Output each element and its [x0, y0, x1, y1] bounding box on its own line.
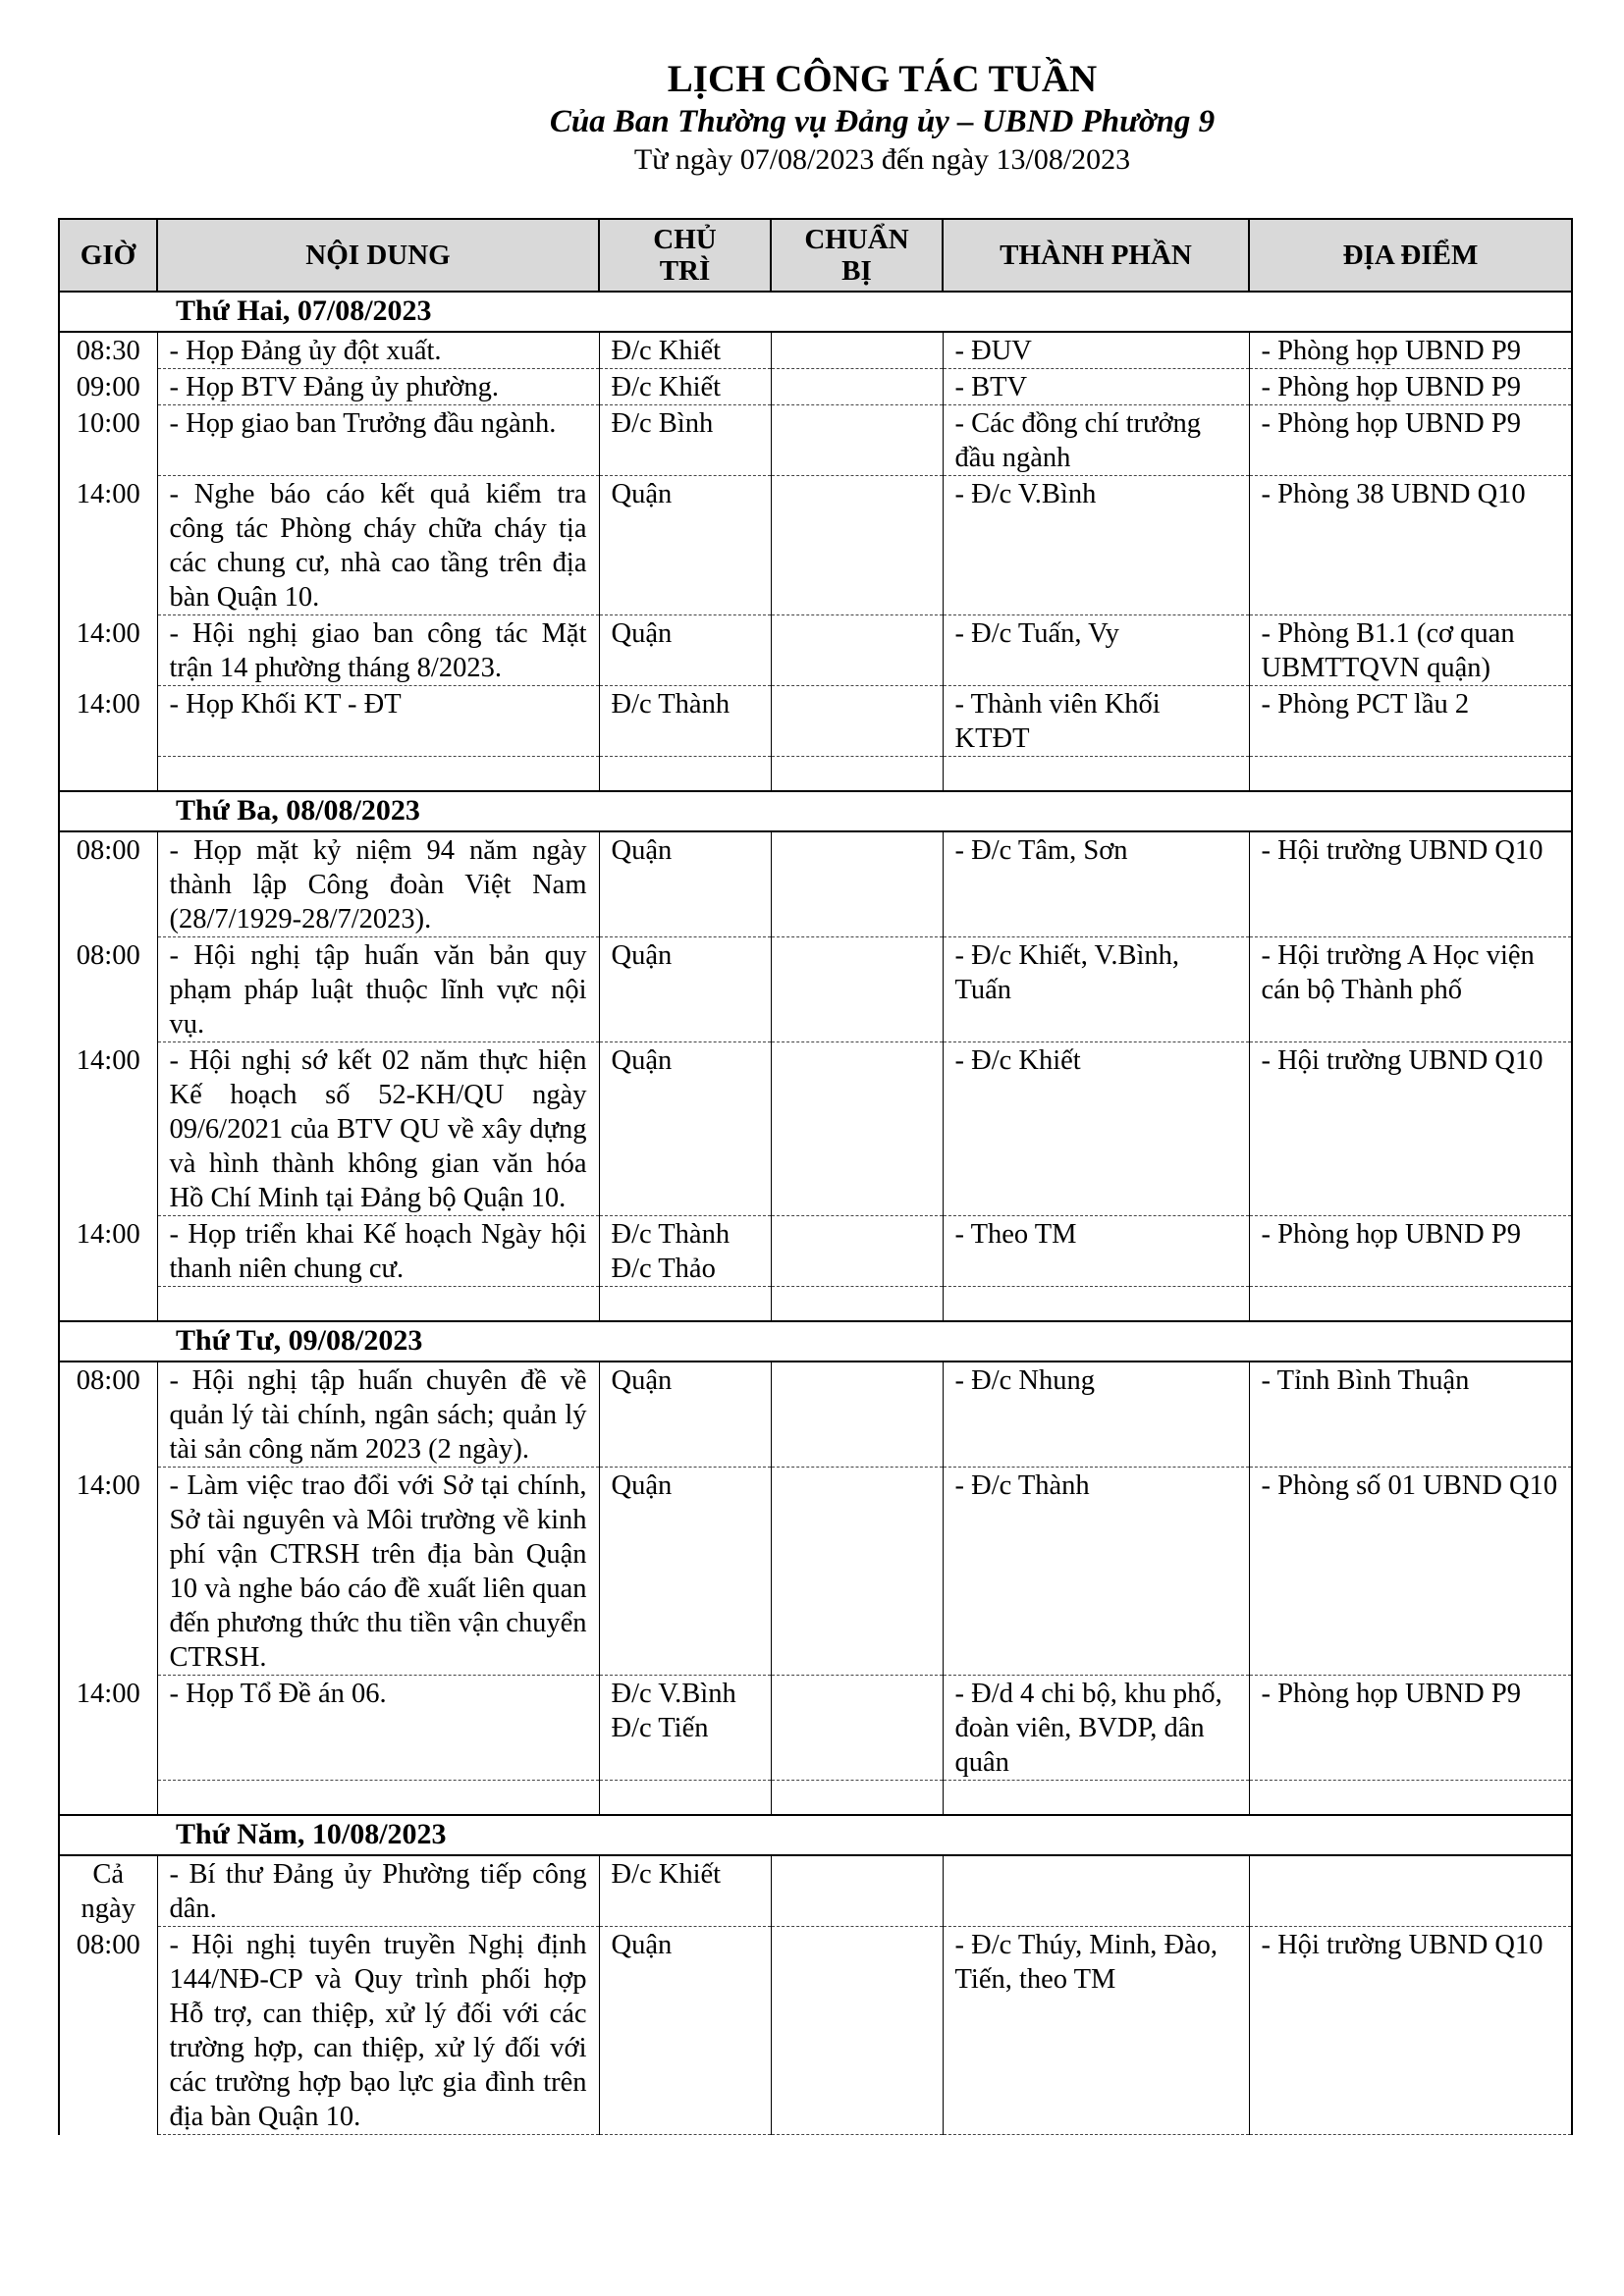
- schedule-body: [59, 292, 1572, 2135]
- chair-cell: [599, 369, 771, 405]
- location-cell: - Hội trường UBND Q10: [1249, 831, 1572, 937]
- content-cell: - Bí thư Đảng ủy Phường tiếp công dân.: [157, 1855, 599, 1927]
- time-text: Cả: [92, 1859, 125, 1890]
- attendees-cell: - Đ/c Thúy, Minh, Đào, Tiến, theo TM: [943, 1927, 1249, 2135]
- header-prep-line2: BỊ: [841, 255, 872, 287]
- content-cell: - Họp giao ban Trưởng đầu ngành.: [157, 405, 599, 476]
- content-cell: - Họp Đảng ủy đột xuất.: [157, 332, 599, 369]
- table-row: [59, 1216, 1572, 1287]
- chair-text: Quận: [611, 835, 673, 866]
- spacer-cell: [943, 757, 1249, 792]
- chair-text-line2: Đ/c Tiến: [611, 1713, 709, 1743]
- time-cell: [59, 476, 157, 615]
- location-cell: [1249, 1855, 1572, 1927]
- time-cell: [59, 615, 157, 686]
- header-chair: [599, 219, 771, 292]
- location-cell: - Hội trường UBND Q10: [1249, 1927, 1572, 2135]
- prep-cell: [771, 332, 943, 369]
- attendees-cell: - Đ/c Khiết: [943, 1042, 1249, 1216]
- prep-cell: [771, 405, 943, 476]
- content-cell: - Hội nghị giao ban công tác Mặt trận 14 phường tháng 8/2023.: [157, 615, 599, 686]
- spacer-row: [59, 757, 1572, 792]
- chair-cell: [599, 332, 771, 369]
- time-cell: [59, 1042, 157, 1216]
- chair-text: Đ/c V.Bình: [611, 1679, 736, 1709]
- chair-text: Đ/c Khiết: [611, 336, 722, 366]
- time-text: 10:00: [76, 407, 140, 439]
- header-chair-line1: CHỦ: [653, 224, 717, 255]
- spacer-cell: [1249, 1287, 1572, 1322]
- prep-cell: [771, 1927, 943, 2135]
- content-cell: - Hội nghị tuyên truyền Nghị định 144/NĐ-CP và Quy trình phối hợp Hỗ trợ, can thiệp, xử lý đối với các trường hợp, can thiệp, xử lý đối với các trường hợp bạo lực gia đình trên địa bàn Quận 10.: [157, 1927, 599, 2135]
- content-cell: - Hội nghị tập huấn văn bản quy phạm pháp luật thuộc lĩnh vực nội vụ.: [157, 937, 599, 1042]
- prep-cell: [771, 476, 943, 615]
- time-cell: [59, 1855, 157, 1927]
- time-cell: [59, 1216, 157, 1287]
- chair-text-line2: Đ/c Thảo: [611, 1254, 716, 1284]
- chair-text: Quận: [611, 1045, 673, 1076]
- chair-cell: [599, 476, 771, 615]
- header-chair-line2: TRÌ: [659, 255, 711, 287]
- chair-text: Quận: [611, 1470, 673, 1501]
- table-row: [59, 332, 1572, 369]
- attendees-cell: [943, 1855, 1249, 1927]
- prep-cell: [771, 686, 943, 757]
- header-time: GIỜ: [59, 219, 157, 292]
- time-cell: [59, 369, 157, 405]
- time-text-line2: ngày: [81, 1894, 135, 1924]
- table-row: [59, 686, 1572, 757]
- time-text: 14:00: [76, 478, 140, 509]
- time-text: 14:00: [76, 1044, 140, 1076]
- location-cell: - Phòng họp UBND P9: [1249, 1676, 1572, 1781]
- table-row: [59, 1362, 1572, 1468]
- chair-cell: [599, 1855, 771, 1927]
- table-row: [59, 476, 1572, 615]
- chair-text: Quận: [611, 479, 673, 509]
- table-row: [59, 1676, 1572, 1781]
- prep-cell: [771, 1362, 943, 1468]
- attendees-cell: - Đ/c V.Bình: [943, 476, 1249, 615]
- attendees-cell: - Đ/c Nhung: [943, 1362, 1249, 1468]
- spacer-row: [59, 1781, 1572, 1816]
- time-text: 08:00: [76, 939, 140, 971]
- prep-cell: [771, 615, 943, 686]
- time-cell: [59, 332, 157, 369]
- prep-cell: [771, 1042, 943, 1216]
- chair-cell: [599, 686, 771, 757]
- chair-text: Quận: [611, 1365, 673, 1396]
- table-row: [59, 405, 1572, 476]
- time-cell: [59, 1927, 157, 2135]
- content-cell: - Hội nghị tập huấn chuyên đề về quản lý tài chính, ngân sách; quản lý tài sản công năm 2023 (2 ngày).: [157, 1362, 599, 1468]
- day-header-row: [59, 1321, 1572, 1362]
- chair-cell: [599, 937, 771, 1042]
- spacer-cell: [771, 757, 943, 792]
- chair-cell: [599, 1216, 771, 1287]
- header-content: NỘI DUNG: [157, 219, 599, 292]
- content-cell: - Họp BTV Đảng ủy phường.: [157, 369, 599, 405]
- prep-cell: [771, 831, 943, 937]
- spacer-cell: [157, 757, 599, 792]
- document-title: LỊCH CÔNG TÁC TUẦN: [667, 58, 1098, 100]
- prep-cell: [771, 1676, 943, 1781]
- content-cell: - Họp triển khai Kế hoạch Ngày hội thanh niên chung cư.: [157, 1216, 599, 1287]
- attendees-cell: - BTV: [943, 369, 1249, 405]
- prep-cell: [771, 369, 943, 405]
- attendees-cell: - ĐUV: [943, 332, 1249, 369]
- spacer-cell: [1249, 757, 1572, 792]
- time-cell: [59, 831, 157, 937]
- table-row: [59, 937, 1572, 1042]
- time-text: 14:00: [76, 617, 140, 649]
- date-range: Từ ngày 07/08/2023 đến ngày 13/08/2023: [633, 143, 1131, 176]
- chair-cell: [599, 831, 771, 937]
- prep-cell: [771, 937, 943, 1042]
- time-text: 14:00: [76, 1678, 140, 1709]
- content-cell: - Họp Khối KT - ĐT: [157, 686, 599, 757]
- location-cell: - Phòng họp UBND P9: [1249, 405, 1572, 476]
- time-cell: [59, 1468, 157, 1676]
- time-text: 14:00: [76, 1469, 140, 1501]
- header-prep-line1: CHUẨN: [804, 224, 909, 255]
- content-cell: - Làm việc trao đổi với Sở tại chính, Sở tài nguyên và Môi trường về kinh phí vận CTRSH trên địa bàn Quận 10 và nghe báo cáo đề xuất liên quan đến phương thức thu tiền vận chuyển CTRSH.: [157, 1468, 599, 1676]
- time-cell: [59, 405, 157, 476]
- time-text: 14:00: [76, 688, 140, 720]
- document-header: [0, 57, 1624, 179]
- chair-text: Đ/c Khiết: [611, 372, 722, 402]
- content-cell: - Họp mặt kỷ niệm 94 năm ngày thành lập Công đoàn Việt Nam (28/7/1929-28/7/2023).: [157, 831, 599, 937]
- spacer-cell: [599, 1781, 771, 1816]
- time-cell: [59, 1362, 157, 1468]
- content-cell: - Hội nghị sớ kết 02 năm thực hiện Kế hoạch số 52-KH/QU ngày 09/6/2021 của BTV QU về xây dựng và hình thành không gian văn hóa Hồ Chí Minh tại Đảng bộ Quận 10.: [157, 1042, 599, 1216]
- chair-cell: [599, 1927, 771, 2135]
- location-cell: - Phòng B1.1 (cơ quan UBMTTQVN quận): [1249, 615, 1572, 686]
- day-label: Thứ Tư, 09/08/2023: [59, 1321, 1572, 1362]
- location-cell: - Phòng số 01 UBND Q10: [1249, 1468, 1572, 1676]
- spacer-cell: [1249, 1781, 1572, 1816]
- chair-cell: [599, 615, 771, 686]
- prep-cell: [771, 1468, 943, 1676]
- chair-text: Quận: [611, 1930, 673, 1960]
- chair-cell: [599, 1676, 771, 1781]
- spacer-cell: [157, 1781, 599, 1816]
- location-cell: - Phòng họp UBND P9: [1249, 1216, 1572, 1287]
- table-row: [59, 615, 1572, 686]
- chair-text: Đ/c Thành: [611, 1219, 731, 1250]
- table-header-row: [59, 219, 1572, 292]
- attendees-cell: - Đ/c Tuấn, Vy: [943, 615, 1249, 686]
- time-cell: [59, 937, 157, 1042]
- chair-text: Đ/c Khiết: [611, 1859, 722, 1890]
- chair-text: Quận: [611, 940, 673, 971]
- table-row: [59, 1468, 1572, 1676]
- header-location: ĐỊA ĐIỂM: [1249, 219, 1572, 292]
- day-header-row: [59, 292, 1572, 332]
- table-row: [59, 1855, 1572, 1927]
- table-row: [59, 1927, 1572, 2135]
- day-label: Thứ Hai, 07/08/2023: [59, 292, 1572, 332]
- attendees-cell: - Các đồng chí trưởng đầu ngành: [943, 405, 1249, 476]
- header-prep: [771, 219, 943, 292]
- location-cell: - Phòng 38 UBND Q10: [1249, 476, 1572, 615]
- content-cell: - Họp Tổ Đề án 06.: [157, 1676, 599, 1781]
- time-text: 09:00: [76, 371, 140, 402]
- schedule-table: [58, 218, 1573, 2135]
- time-cell: [59, 686, 157, 757]
- spacer-cell: [59, 1287, 157, 1322]
- prep-cell: [771, 1216, 943, 1287]
- spacer-cell: [943, 1781, 1249, 1816]
- spacer-cell: [771, 1781, 943, 1816]
- chair-cell: [599, 1042, 771, 1216]
- location-cell: - Hội trường A Học viện cán bộ Thành phố: [1249, 937, 1572, 1042]
- attendees-cell: - Đ/c Khiết, V.Bình, Tuấn: [943, 937, 1249, 1042]
- attendees-cell: - Theo TM: [943, 1216, 1249, 1287]
- table-row: [59, 1042, 1572, 1216]
- time-cell: [59, 1676, 157, 1781]
- location-cell: - Phòng họp UBND P9: [1249, 369, 1572, 405]
- spacer-cell: [943, 1287, 1249, 1322]
- day-label: Thứ Năm, 10/08/2023: [59, 1815, 1572, 1855]
- spacer-cell: [59, 757, 157, 792]
- spacer-row: [59, 1287, 1572, 1322]
- attendees-cell: - Đ/c Thành: [943, 1468, 1249, 1676]
- attendees-cell: - Đ/d 4 chi bộ, khu phố, đoàn viên, BVDP, dân quân: [943, 1676, 1249, 1781]
- day-header-row: [59, 1815, 1572, 1855]
- time-text: 08:00: [76, 835, 140, 866]
- location-cell: - Phòng họp UBND P9: [1249, 332, 1572, 369]
- table-row: [59, 369, 1572, 405]
- table-row: [59, 831, 1572, 937]
- prep-cell: [771, 1855, 943, 1927]
- day-header-row: [59, 791, 1572, 831]
- day-label: Thứ Ba, 08/08/2023: [59, 791, 1572, 831]
- chair-cell: [599, 1362, 771, 1468]
- chair-text: Quận: [611, 618, 673, 649]
- location-cell: - Tỉnh Bình Thuận: [1249, 1362, 1572, 1468]
- location-cell: - Phòng PCT lầu 2: [1249, 686, 1572, 757]
- location-cell: - Hội trường UBND Q10: [1249, 1042, 1572, 1216]
- chair-cell: [599, 405, 771, 476]
- time-text: 14:00: [76, 1218, 140, 1250]
- chair-text: Đ/c Thành: [611, 689, 731, 720]
- spacer-cell: [59, 1781, 157, 1816]
- spacer-cell: [157, 1287, 599, 1322]
- time-text: 08:00: [76, 1929, 140, 1960]
- chair-text: Đ/c Bình: [611, 408, 714, 439]
- spacer-cell: [771, 1287, 943, 1322]
- header-attendees: THÀNH PHẦN: [943, 219, 1249, 292]
- attendees-cell: - Thành viên Khối KTĐT: [943, 686, 1249, 757]
- spacer-cell: [599, 757, 771, 792]
- attendees-cell: - Đ/c Tâm, Sơn: [943, 831, 1249, 937]
- time-text: 08:30: [76, 336, 140, 366]
- content-cell: - Nghe báo cáo kết quả kiểm tra công tác Phòng cháy chữa cháy tịa các chung cư, nhà cao tầng trên địa bàn Quận 10.: [157, 476, 599, 615]
- spacer-cell: [599, 1287, 771, 1322]
- document-subtitle: Của Ban Thường vụ Đảng ủy – UBND Phường 9: [549, 104, 1216, 139]
- time-text: 08:00: [76, 1365, 140, 1396]
- chair-cell: [599, 1468, 771, 1676]
